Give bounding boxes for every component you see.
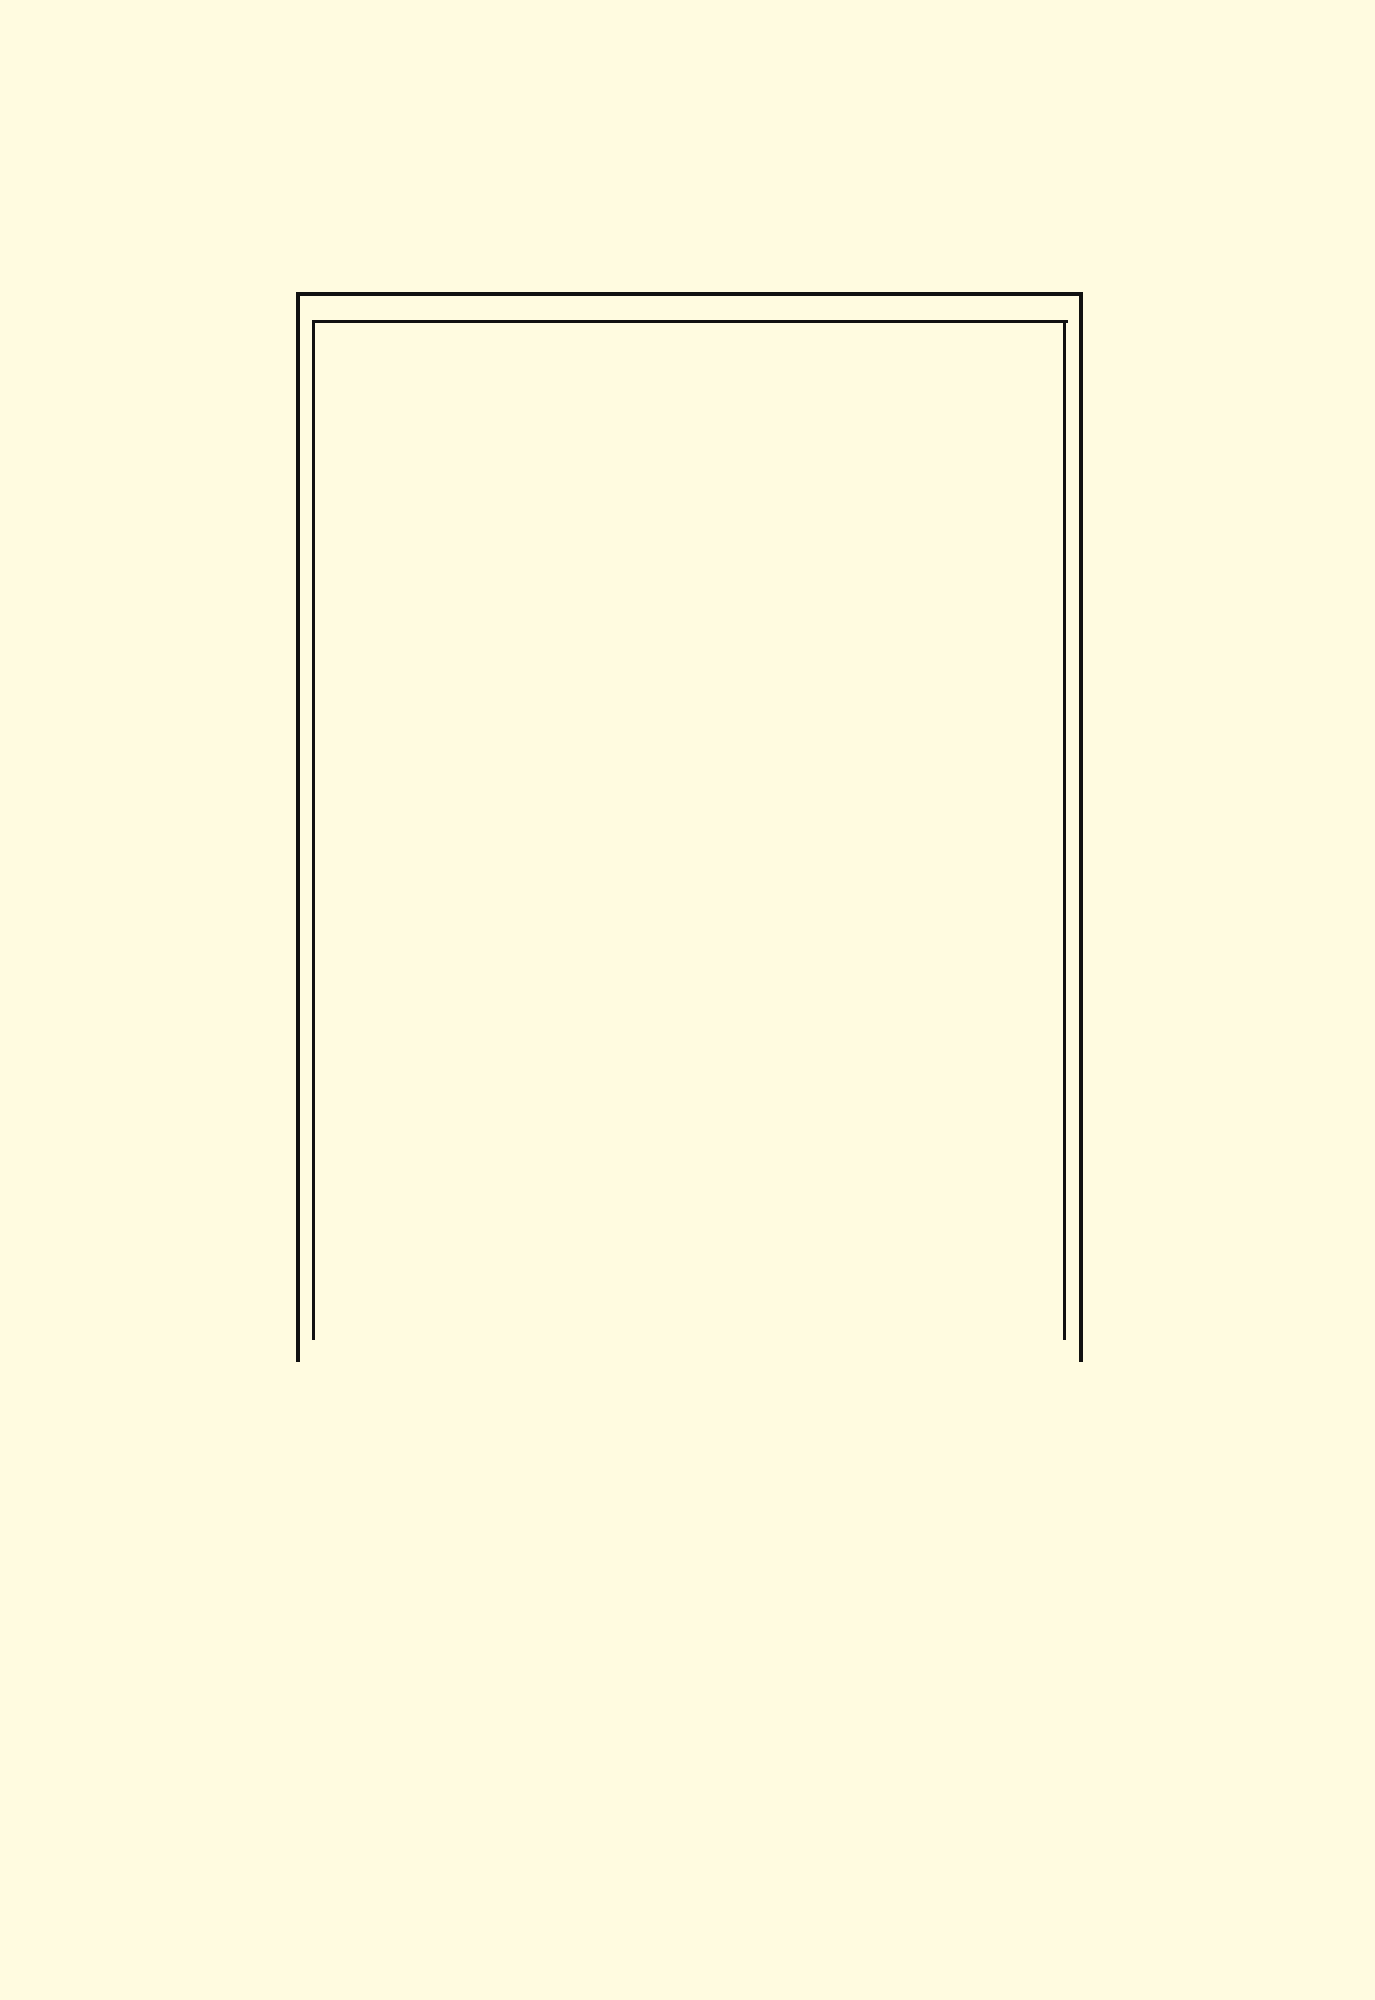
outer-top-rule (298, 292, 1083, 296)
outer-right-rule (1079, 292, 1083, 1362)
inner-left-rule (312, 320, 315, 1340)
inner-top-rule (313, 320, 1068, 323)
inner-right-rule (1063, 320, 1066, 1340)
outer-left-rule (296, 292, 300, 1362)
